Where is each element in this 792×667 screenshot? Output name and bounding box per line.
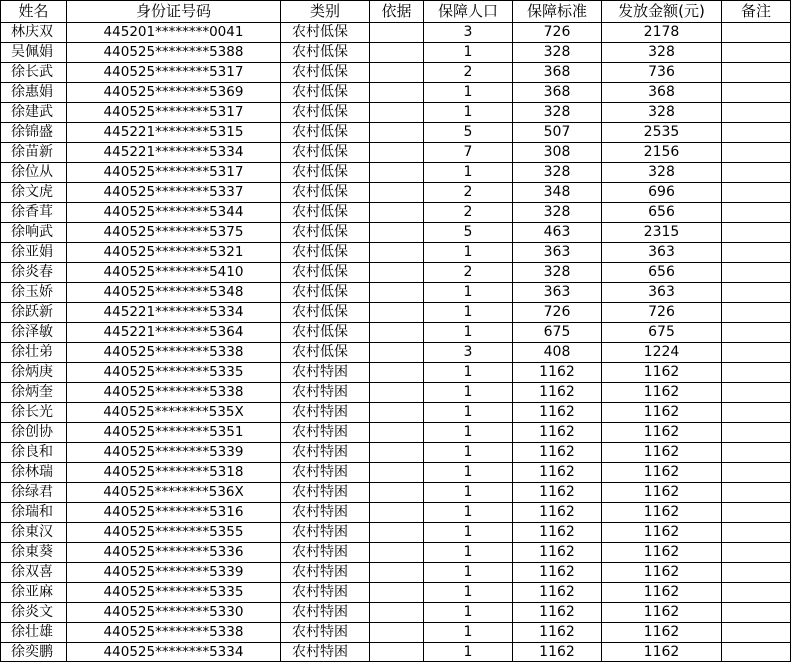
cell-amount[interactable]: 1162 xyxy=(602,583,722,603)
cell-id-number[interactable]: 440525********5410 xyxy=(67,263,281,283)
table-row xyxy=(1,183,791,203)
cell-basis[interactable] xyxy=(370,23,424,43)
cell-category[interactable]: 农村低保 xyxy=(281,23,370,43)
cell-amount[interactable]: 328 xyxy=(602,103,722,123)
cell-category[interactable]: 农村低保 xyxy=(281,303,370,323)
cell-note[interactable] xyxy=(722,463,791,483)
cell-standard[interactable]: 308 xyxy=(513,143,602,163)
table-row xyxy=(1,483,791,503)
cell-standard[interactable]: 328 xyxy=(513,103,602,123)
cell-amount[interactable]: 2178 xyxy=(602,23,722,43)
cell-note[interactable] xyxy=(722,123,791,143)
table-row xyxy=(1,543,791,563)
table-row xyxy=(1,643,791,662)
table-row xyxy=(1,243,791,263)
cell-name[interactable]: 徐响武 xyxy=(1,223,67,243)
cell-standard[interactable]: 368 xyxy=(513,63,602,83)
cell-people-covered[interactable]: 1 xyxy=(424,103,513,123)
cell-name[interactable]: 徐瑞和 xyxy=(1,503,67,523)
cell-id-number[interactable]: 440525********5355 xyxy=(67,523,281,543)
cell-amount[interactable]: 1162 xyxy=(602,523,722,543)
cell-note[interactable] xyxy=(722,523,791,543)
cell-amount[interactable]: 1162 xyxy=(602,383,722,403)
cell-category[interactable]: 农村低保 xyxy=(281,103,370,123)
cell-name[interactable]: 林庆双 xyxy=(1,23,67,43)
cell-people-covered[interactable]: 1 xyxy=(424,323,513,343)
cell-category[interactable]: 农村低保 xyxy=(281,63,370,83)
cell-people-covered[interactable]: 1 xyxy=(424,643,513,662)
cell-name[interactable]: 徐长武 xyxy=(1,63,67,83)
cell-id-number[interactable]: 445221********5315 xyxy=(67,123,281,143)
cell-note[interactable] xyxy=(722,83,791,103)
cell-people-covered[interactable]: 1 xyxy=(424,403,513,423)
column-header-basis[interactable]: 依据 xyxy=(370,1,424,23)
cell-name[interactable]: 徐東葵 xyxy=(1,543,67,563)
cell-name[interactable]: 徐泽敏 xyxy=(1,323,67,343)
cell-people-covered[interactable]: 1 xyxy=(424,563,513,583)
cell-standard[interactable]: 1162 xyxy=(513,603,602,623)
cell-people-covered[interactable]: 1 xyxy=(424,243,513,263)
cell-people-covered[interactable]: 5 xyxy=(424,123,513,143)
cell-note[interactable] xyxy=(722,323,791,343)
cell-basis[interactable] xyxy=(370,483,424,503)
cell-standard[interactable]: 726 xyxy=(513,303,602,323)
cell-category[interactable]: 农村特困 xyxy=(281,363,370,383)
cell-id-number[interactable]: 440525********5318 xyxy=(67,463,281,483)
cell-standard[interactable]: 363 xyxy=(513,243,602,263)
column-header-amount[interactable]: 发放金额(元) xyxy=(602,1,722,23)
cell-amount[interactable]: 2315 xyxy=(602,223,722,243)
cell-standard[interactable]: 1162 xyxy=(513,443,602,463)
cell-standard[interactable]: 328 xyxy=(513,263,602,283)
cell-amount[interactable]: 1162 xyxy=(602,463,722,483)
cell-name[interactable]: 徐跃新 xyxy=(1,303,67,323)
cell-basis[interactable] xyxy=(370,83,424,103)
table-row xyxy=(1,83,791,103)
cell-basis[interactable] xyxy=(370,423,424,443)
table-row xyxy=(1,43,791,63)
cell-basis[interactable] xyxy=(370,243,424,263)
cell-note[interactable] xyxy=(722,583,791,603)
cell-id-number[interactable]: 440525********5348 xyxy=(67,283,281,303)
cell-standard[interactable]: 348 xyxy=(513,183,602,203)
cell-note[interactable] xyxy=(722,563,791,583)
cell-id-number[interactable]: 445221********5334 xyxy=(67,303,281,323)
cell-amount[interactable]: 736 xyxy=(602,63,722,83)
cell-note[interactable] xyxy=(722,283,791,303)
cell-basis[interactable] xyxy=(370,443,424,463)
cell-category[interactable]: 农村低保 xyxy=(281,343,370,363)
cell-name[interactable]: 徐炳庚 xyxy=(1,363,67,383)
cell-category[interactable]: 农村低保 xyxy=(281,323,370,343)
cell-name[interactable]: 徐東汉 xyxy=(1,523,67,543)
cell-standard[interactable]: 726 xyxy=(513,23,602,43)
cell-basis[interactable] xyxy=(370,263,424,283)
cell-note[interactable] xyxy=(722,483,791,503)
header-row xyxy=(1,1,791,23)
cell-name[interactable]: 徐林瑞 xyxy=(1,463,67,483)
cell-category[interactable]: 农村低保 xyxy=(281,163,370,183)
cell-people-covered[interactable]: 1 xyxy=(424,363,513,383)
cell-people-covered[interactable]: 3 xyxy=(424,23,513,43)
cell-name[interactable]: 徐奕鹏 xyxy=(1,643,67,662)
cell-basis[interactable] xyxy=(370,183,424,203)
table-row xyxy=(1,303,791,323)
cell-category[interactable]: 农村特困 xyxy=(281,563,370,583)
table-row xyxy=(1,603,791,623)
cell-amount[interactable]: 328 xyxy=(602,43,722,63)
cell-name[interactable]: 徐亚娟 xyxy=(1,243,67,263)
cell-amount[interactable]: 1162 xyxy=(602,483,722,503)
cell-category[interactable]: 农村特困 xyxy=(281,463,370,483)
cell-standard[interactable]: 1162 xyxy=(513,523,602,543)
cell-standard[interactable]: 1162 xyxy=(513,503,602,523)
cell-note[interactable] xyxy=(722,103,791,123)
cell-standard[interactable]: 363 xyxy=(513,283,602,303)
cell-people-covered[interactable]: 1 xyxy=(424,543,513,563)
cell-basis[interactable] xyxy=(370,63,424,83)
cell-id-number[interactable]: 445221********5334 xyxy=(67,143,281,163)
cell-standard[interactable]: 1162 xyxy=(513,583,602,603)
cell-id-number[interactable]: 440525********5338 xyxy=(67,343,281,363)
cell-basis[interactable] xyxy=(370,223,424,243)
cell-id-number[interactable]: 440525********5336 xyxy=(67,543,281,563)
cell-category[interactable]: 农村特困 xyxy=(281,383,370,403)
cell-basis[interactable] xyxy=(370,623,424,643)
cell-id-number[interactable]: 440525********5330 xyxy=(67,603,281,623)
cell-note[interactable] xyxy=(722,343,791,363)
cell-name[interactable]: 徐双喜 xyxy=(1,563,67,583)
cell-people-covered[interactable]: 1 xyxy=(424,463,513,483)
cell-note[interactable] xyxy=(722,383,791,403)
cell-amount[interactable]: 675 xyxy=(602,323,722,343)
cell-amount[interactable]: 2156 xyxy=(602,143,722,163)
cell-id-number[interactable]: 440525********5334 xyxy=(67,643,281,662)
column-header-standard[interactable]: 保障标准 xyxy=(513,1,602,23)
table-row xyxy=(1,423,791,443)
cell-basis[interactable] xyxy=(370,123,424,143)
table-row xyxy=(1,223,791,243)
cell-category[interactable]: 农村特困 xyxy=(281,623,370,643)
cell-amount[interactable]: 1162 xyxy=(602,363,722,383)
cell-note[interactable] xyxy=(722,163,791,183)
table-row xyxy=(1,343,791,363)
cell-note[interactable] xyxy=(722,23,791,43)
cell-standard[interactable]: 1162 xyxy=(513,383,602,403)
cell-id-number[interactable]: 445221********5364 xyxy=(67,323,281,343)
cell-people-covered[interactable]: 7 xyxy=(424,143,513,163)
table-row xyxy=(1,283,791,303)
table-row xyxy=(1,623,791,643)
table-row xyxy=(1,583,791,603)
cell-id-number[interactable]: 440525********536X xyxy=(67,483,281,503)
cell-note[interactable] xyxy=(722,443,791,463)
cell-people-covered[interactable]: 1 xyxy=(424,443,513,463)
cell-basis[interactable] xyxy=(370,583,424,603)
cell-category[interactable]: 农村特困 xyxy=(281,523,370,543)
cell-people-covered[interactable]: 1 xyxy=(424,483,513,503)
cell-amount[interactable]: 368 xyxy=(602,83,722,103)
cell-category[interactable]: 农村低保 xyxy=(281,263,370,283)
cell-name[interactable]: 徐绿君 xyxy=(1,483,67,503)
cell-category[interactable]: 农村低保 xyxy=(281,43,370,63)
table-row xyxy=(1,443,791,463)
cell-id-number[interactable]: 440525********5317 xyxy=(67,163,281,183)
cell-standard[interactable]: 408 xyxy=(513,343,602,363)
cell-note[interactable] xyxy=(722,223,791,243)
cell-people-covered[interactable]: 1 xyxy=(424,523,513,543)
cell-people-covered[interactable]: 5 xyxy=(424,223,513,243)
table-row xyxy=(1,403,791,423)
cell-people-covered[interactable]: 1 xyxy=(424,43,513,63)
cell-amount[interactable]: 1162 xyxy=(602,603,722,623)
cell-category[interactable]: 农村特困 xyxy=(281,423,370,443)
cell-note[interactable] xyxy=(722,243,791,263)
table-row xyxy=(1,563,791,583)
column-header-name[interactable]: 姓名 xyxy=(1,1,67,23)
cell-amount[interactable]: 1162 xyxy=(602,403,722,423)
cell-basis[interactable] xyxy=(370,143,424,163)
cell-amount[interactable]: 656 xyxy=(602,203,722,223)
cell-id-number[interactable]: 440525********5321 xyxy=(67,243,281,263)
cell-basis[interactable] xyxy=(370,343,424,363)
cell-id-number[interactable]: 440525********5338 xyxy=(67,383,281,403)
cell-basis[interactable] xyxy=(370,543,424,563)
cell-id-number[interactable]: 440525********5388 xyxy=(67,43,281,63)
cell-people-covered[interactable]: 1 xyxy=(424,383,513,403)
cell-standard[interactable]: 1162 xyxy=(513,483,602,503)
cell-note[interactable] xyxy=(722,263,791,283)
cell-category[interactable]: 农村特困 xyxy=(281,583,370,603)
table-row xyxy=(1,263,791,283)
table-row xyxy=(1,363,791,383)
cell-id-number[interactable]: 440525********5335 xyxy=(67,363,281,383)
cell-name[interactable]: 徐文虎 xyxy=(1,183,67,203)
cell-category[interactable]: 农村特困 xyxy=(281,443,370,463)
cell-standard[interactable]: 1162 xyxy=(513,463,602,483)
cell-note[interactable] xyxy=(722,543,791,563)
table-row xyxy=(1,143,791,163)
cell-category[interactable]: 农村低保 xyxy=(281,283,370,303)
cell-id-number[interactable]: 440525********5317 xyxy=(67,103,281,123)
column-header-category[interactable]: 类别 xyxy=(281,1,370,23)
cell-note[interactable] xyxy=(722,63,791,83)
cell-name[interactable]: 吴佩娟 xyxy=(1,43,67,63)
cell-basis[interactable] xyxy=(370,563,424,583)
cell-name[interactable]: 徐亚麻 xyxy=(1,583,67,603)
cell-standard[interactable]: 1162 xyxy=(513,363,602,383)
cell-standard[interactable]: 328 xyxy=(513,163,602,183)
cell-people-covered[interactable]: 1 xyxy=(424,303,513,323)
cell-category[interactable]: 农村低保 xyxy=(281,83,370,103)
cell-people-covered[interactable]: 2 xyxy=(424,263,513,283)
cell-name[interactable]: 徐创协 xyxy=(1,423,67,443)
cell-standard[interactable]: 328 xyxy=(513,43,602,63)
cell-note[interactable] xyxy=(722,363,791,383)
cell-name[interactable]: 徐炳奎 xyxy=(1,383,67,403)
table-row xyxy=(1,383,791,403)
cell-basis[interactable] xyxy=(370,43,424,63)
cell-standard[interactable]: 507 xyxy=(513,123,602,143)
cell-category[interactable]: 农村特困 xyxy=(281,603,370,623)
table-row xyxy=(1,503,791,523)
cell-standard[interactable]: 675 xyxy=(513,323,602,343)
cell-name[interactable]: 徐良和 xyxy=(1,443,67,463)
cell-amount[interactable]: 656 xyxy=(602,263,722,283)
cell-standard[interactable]: 368 xyxy=(513,83,602,103)
cell-people-covered[interactable]: 2 xyxy=(424,183,513,203)
cell-standard[interactable]: 1162 xyxy=(513,423,602,443)
cell-basis[interactable] xyxy=(370,203,424,223)
cell-note[interactable] xyxy=(722,183,791,203)
cell-category[interactable]: 农村特困 xyxy=(281,543,370,563)
cell-id-number[interactable]: 440525********5339 xyxy=(67,443,281,463)
cell-id-number[interactable]: 440525********5375 xyxy=(67,223,281,243)
column-header-id-number[interactable]: 身份证号码 xyxy=(67,1,281,23)
cell-category[interactable]: 农村特困 xyxy=(281,503,370,523)
table-row xyxy=(1,163,791,183)
cell-people-covered[interactable]: 2 xyxy=(424,63,513,83)
cell-amount[interactable]: 1162 xyxy=(602,623,722,643)
cell-name[interactable]: 徐香茸 xyxy=(1,203,67,223)
cell-category[interactable]: 农村低保 xyxy=(281,223,370,243)
cell-note[interactable] xyxy=(722,143,791,163)
cell-id-number[interactable]: 440525********5317 xyxy=(67,63,281,83)
cell-basis[interactable] xyxy=(370,403,424,423)
cell-people-covered[interactable]: 1 xyxy=(424,163,513,183)
table-row xyxy=(1,463,791,483)
cell-standard[interactable]: 1162 xyxy=(513,543,602,563)
cell-basis[interactable] xyxy=(370,283,424,303)
cell-amount[interactable]: 1162 xyxy=(602,423,722,443)
cell-amount[interactable]: 1162 xyxy=(602,503,722,523)
cell-category[interactable]: 农村特困 xyxy=(281,483,370,503)
cell-basis[interactable] xyxy=(370,383,424,403)
cell-amount[interactable]: 1162 xyxy=(602,543,722,563)
cell-name[interactable]: 徐位从 xyxy=(1,163,67,183)
cell-id-number[interactable]: 440525********535X xyxy=(67,403,281,423)
cell-name[interactable]: 徐惠娟 xyxy=(1,83,67,103)
cell-id-number[interactable]: 440525********5316 xyxy=(67,503,281,523)
cell-name[interactable]: 徐建武 xyxy=(1,103,67,123)
cell-id-number[interactable]: 440525********5344 xyxy=(67,203,281,223)
cell-amount[interactable]: 726 xyxy=(602,303,722,323)
table-row xyxy=(1,123,791,143)
cell-name[interactable]: 徐长光 xyxy=(1,403,67,423)
table-row xyxy=(1,523,791,543)
cell-id-number[interactable]: 440525********5369 xyxy=(67,83,281,103)
cell-amount[interactable]: 2535 xyxy=(602,123,722,143)
cell-people-covered[interactable]: 1 xyxy=(424,603,513,623)
cell-amount[interactable]: 1162 xyxy=(602,443,722,463)
cell-amount[interactable]: 363 xyxy=(602,283,722,303)
table-row xyxy=(1,23,791,43)
cell-amount[interactable]: 696 xyxy=(602,183,722,203)
cell-name[interactable]: 徐壮雄 xyxy=(1,623,67,643)
cell-amount[interactable]: 328 xyxy=(602,163,722,183)
cell-name[interactable]: 徐壮弟 xyxy=(1,343,67,363)
cell-name[interactable]: 徐炎文 xyxy=(1,603,67,623)
cell-id-number[interactable]: 445201********0041 xyxy=(67,23,281,43)
cell-basis[interactable] xyxy=(370,323,424,343)
cell-people-covered[interactable]: 1 xyxy=(424,503,513,523)
table-row xyxy=(1,103,791,123)
cell-basis[interactable] xyxy=(370,463,424,483)
cell-people-covered[interactable]: 1 xyxy=(424,623,513,643)
cell-basis[interactable] xyxy=(370,363,424,383)
cell-note[interactable] xyxy=(722,423,791,443)
cell-note[interactable] xyxy=(722,403,791,423)
cell-category[interactable]: 农村低保 xyxy=(281,123,370,143)
cell-name[interactable]: 徐锦盛 xyxy=(1,123,67,143)
cell-id-number[interactable]: 440525********5337 xyxy=(67,183,281,203)
cell-name[interactable]: 徐炎春 xyxy=(1,263,67,283)
cell-note[interactable] xyxy=(722,603,791,623)
cell-category[interactable]: 农村低保 xyxy=(281,203,370,223)
table-row xyxy=(1,203,791,223)
cell-standard[interactable]: 1162 xyxy=(513,563,602,583)
cell-note[interactable] xyxy=(722,643,791,662)
cell-basis[interactable] xyxy=(370,643,424,662)
cell-amount[interactable]: 1224 xyxy=(602,343,722,363)
cell-name[interactable]: 徐苗新 xyxy=(1,143,67,163)
cell-people-covered[interactable]: 3 xyxy=(424,343,513,363)
cell-category[interactable]: 农村特困 xyxy=(281,403,370,423)
cell-basis[interactable] xyxy=(370,603,424,623)
cell-people-covered[interactable]: 2 xyxy=(424,203,513,223)
cell-amount[interactable]: 1162 xyxy=(602,643,722,662)
cell-standard[interactable]: 1162 xyxy=(513,643,602,662)
cell-note[interactable] xyxy=(722,303,791,323)
cell-standard[interactable]: 463 xyxy=(513,223,602,243)
cell-id-number[interactable]: 440525********5338 xyxy=(67,623,281,643)
table-row xyxy=(1,63,791,83)
cell-people-covered[interactable]: 1 xyxy=(424,583,513,603)
cell-basis[interactable] xyxy=(370,503,424,523)
cell-category[interactable]: 农村特困 xyxy=(281,643,370,662)
cell-note[interactable] xyxy=(722,203,791,223)
cell-basis[interactable] xyxy=(370,103,424,123)
cell-standard[interactable]: 1162 xyxy=(513,623,602,643)
cell-category[interactable]: 农村低保 xyxy=(281,243,370,263)
cell-basis[interactable] xyxy=(370,523,424,543)
column-header-people-covered[interactable]: 保障人口 xyxy=(424,1,513,23)
cell-name[interactable]: 徐玉娇 xyxy=(1,283,67,303)
cell-note[interactable] xyxy=(722,623,791,643)
cell-people-covered[interactable]: 1 xyxy=(424,423,513,443)
cell-people-covered[interactable]: 1 xyxy=(424,83,513,103)
cell-standard[interactable]: 328 xyxy=(513,203,602,223)
cell-amount[interactable]: 1162 xyxy=(602,563,722,583)
cell-standard[interactable]: 1162 xyxy=(513,403,602,423)
column-header-note[interactable]: 备注 xyxy=(722,1,791,23)
cell-id-number[interactable]: 440525********5335 xyxy=(67,583,281,603)
cell-id-number[interactable]: 440525********5339 xyxy=(67,563,281,583)
table-row xyxy=(1,323,791,343)
cell-basis[interactable] xyxy=(370,303,424,323)
cell-note[interactable] xyxy=(722,503,791,523)
cell-category[interactable]: 农村低保 xyxy=(281,183,370,203)
cell-people-covered[interactable]: 1 xyxy=(424,283,513,303)
cell-basis[interactable] xyxy=(370,163,424,183)
cell-category[interactable]: 农村低保 xyxy=(281,143,370,163)
cell-note[interactable] xyxy=(722,43,791,63)
cell-id-number[interactable]: 440525********5351 xyxy=(67,423,281,443)
cell-amount[interactable]: 363 xyxy=(602,243,722,263)
